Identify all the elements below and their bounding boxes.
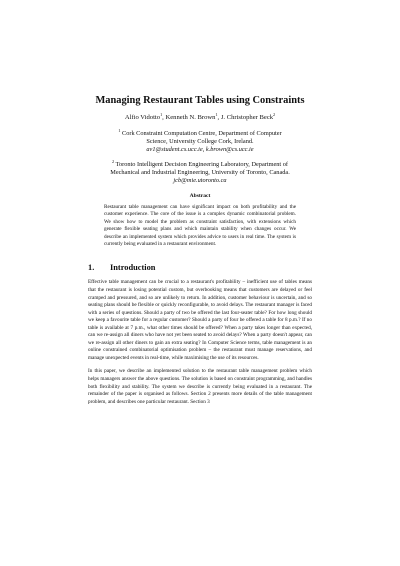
author-email: av1@student.cs.ucc.ie, k.brown@cs.ucc.ie — [146, 146, 254, 153]
abstract-text: Restaurant table management can have significant impact on both profitability and the customer experience. The core of the issue is a complex dynamic combinatorial problem. We show how to model the problem as constraint satisfaction, with extensions which generate flexible seating plans and which maintain stability when changes occur. We describe an implemented system which provides advice to users in real time. The system is currently being evaluated in a restaurant environment. — [104, 204, 296, 248]
section-heading — [88, 262, 312, 273]
author-name: Kenneth N. Brown — [165, 114, 216, 121]
affiliation-line: Mechanical and Industrial Engineering, University of Toronto, Canada. — [110, 169, 290, 176]
affiliation-line: Science, University College Cork, Ireland. — [146, 138, 254, 145]
section-number: 1. — [88, 263, 95, 273]
section-title: Introduction — [110, 263, 156, 273]
body-paragraph: In this paper, we describe an implemented solution to the restaurant table management problem which helps managers answer the above questions. The solution is based on constraint programming, and handles both flexibility and stability. The system we describe is currently being evaluated in a restaurant. The remainder of the paper is organised as follows. Section 2 presents more details of the table management problem, and describes one particular restaurant. Section 3 — [88, 368, 312, 405]
author-affiliation-marker: 2 — [273, 111, 276, 117]
affiliation-marker: 2 — [112, 158, 115, 164]
affiliation-line: Toronto Intelligent Decision Engineering Laboratory, Department of — [115, 161, 288, 168]
affiliation-line: Cork Constraint Computation Centre, Department of Computer — [122, 130, 282, 137]
affiliation-block — [88, 127, 312, 154]
author-name: J. Christopher Beck — [220, 114, 274, 121]
body-paragraph: Effective table management can be crucial to a restaurant's profitability – inefficient use of tables means that the restaurant is losing potential custom, but overbooking means that customers are delayed or feel cramped and pressured, and so are unlikely to return. In addition, customer behaviour is uncertain, and so seating plans should be flexible or quickly reconfigurable, to avoid delays. The restaurant manager is faced with a series of questions. Should a party of two be offered the last four-seater table? For how long should we keep a favourite table for a regular customer? Should a party of four be offered a table for 8 p.m.? If no table is available at 7 p.m., what other times should be offered? When a party takes longer than expected, can we re-assign all diners who have not yet been seated to avoid delays? When a party doesn't appear, can we re-assign all other diners to gain an extra seating? In Computer Science terms, table management is an online constrained combinatorial optimisation problem – the restaurant must manage reservations, and manage unexpected events in real-time, while maximising the use of its resources. — [88, 279, 312, 361]
author-name: Alfio Vidotto — [124, 114, 161, 121]
author-line: Alfio Vidotto$^1$, Kenneth N. Brown$^1$, J. Christopher Beck$^2$ — [124, 111, 276, 121]
paper-title: Managing Restaurant Tables using Constraints — [95, 95, 305, 106]
author-affiliation-marker: 1 — [215, 111, 218, 117]
affiliation-marker: 1 — [118, 127, 121, 133]
abstract-heading: Abstract — [189, 193, 211, 199]
affiliation-block — [88, 158, 312, 185]
author-affiliation-marker: 1 — [160, 111, 163, 117]
author-email: jcb@mie.utoronto.ca — [173, 177, 227, 184]
